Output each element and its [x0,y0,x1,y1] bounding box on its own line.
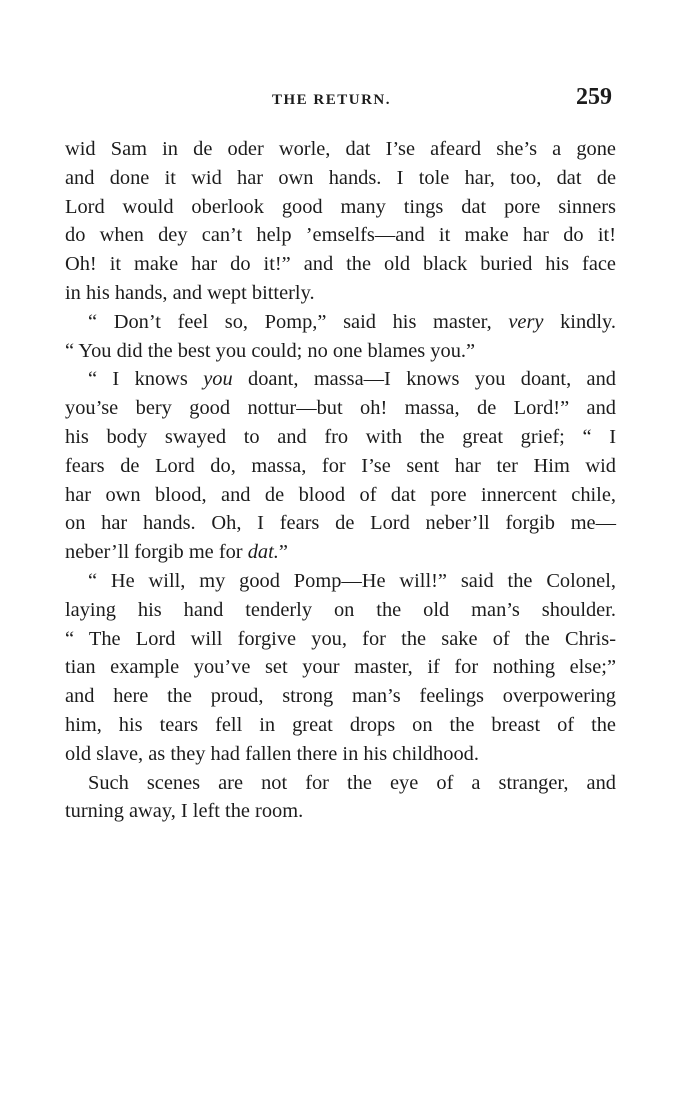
text-line [65,769,616,798]
line-text-end: ” [278,541,288,564]
text-line [65,394,616,423]
line-text: fears de Lord do, massa, for I’se sent har ter Him wid [65,454,616,477]
line-text: tian example you’ve set your master, if for nothing else;” [65,656,616,679]
text-line [65,596,616,625]
text-line [65,481,616,510]
line-text-start: neber’ll forgib me for [65,541,248,564]
text-line [65,221,616,250]
line-text-start: “ I knows [88,368,204,391]
line-text: his body swayed to and fro with the great grief; “ I [65,425,616,448]
text-line [65,567,616,596]
line-text: do when dey can’t help ’emselfs—and it make har do it! [65,224,616,247]
text-line [65,538,616,567]
text-line [65,135,616,164]
line-text: har own blood, and de blood of dat pore innercent chile, [65,483,616,506]
running-title: THE RETURN. [272,92,392,108]
line-text: and here the proud, strong man’s feelings overpowering [65,685,616,708]
text-line [65,740,616,769]
line-text: in his hands, and wept bitterly. [65,281,315,304]
text-line [65,308,616,337]
line-text: laying his hand tenderly on the old man’s shoulder. [65,598,616,621]
line-text: Lord would oberlook good many tings dat pore sinners [65,195,616,218]
text-line [65,452,616,481]
emphasized-word: you [203,368,233,391]
text-line [65,337,616,366]
text-line [65,711,616,740]
line-text: Oh! it make har do it!” and the old black buried his face [65,253,616,276]
text-line [65,250,616,279]
line-text: “ The Lord will forgive you, for the sake of the Chris- [65,627,616,650]
text-line [65,625,616,654]
line-text: him, his tears fell in great drops on the breast of the [65,713,616,736]
body-text [65,135,616,826]
line-text: “ He will, my good Pomp—He will!” said the Colonel, [88,569,616,592]
line-text-start: “ Don’t feel so, Pomp,” said his master, [88,310,509,333]
page-number: 259 [576,84,612,110]
text-line [65,797,616,826]
line-text: “ You did the best you could; no one blames you.” [65,339,476,362]
text-line [65,423,616,452]
text-line [65,164,616,193]
line-text: wid Sam in de oder worle, dat I’se afeard she’s a gone [65,138,616,160]
text-line [65,653,616,682]
line-text: and done it wid har own hands. I tole har, too, dat de [65,166,616,189]
text-line [65,365,616,394]
line-text: on har hands. Oh, I fears de Lord neber’ll forgib me— [65,512,616,535]
line-text: turning away, I left the room. [65,800,304,823]
line-text: Such scenes are not for the eye of a stranger, and [88,771,616,794]
line-text: old slave, as they had fallen there in his childhood. [65,742,479,765]
text-line [65,509,616,538]
text-line [65,279,616,308]
emphasized-word: dat. [247,541,279,564]
text-line [65,193,616,222]
line-text-end: kindly. [543,310,616,333]
text-line [65,682,616,711]
line-text-end: doant, massa—I knows you doant, and [232,368,616,391]
emphasized-word: very [508,310,544,333]
line-text: you’se bery good nottur—but oh! massa, de Lord!” and [65,397,616,420]
